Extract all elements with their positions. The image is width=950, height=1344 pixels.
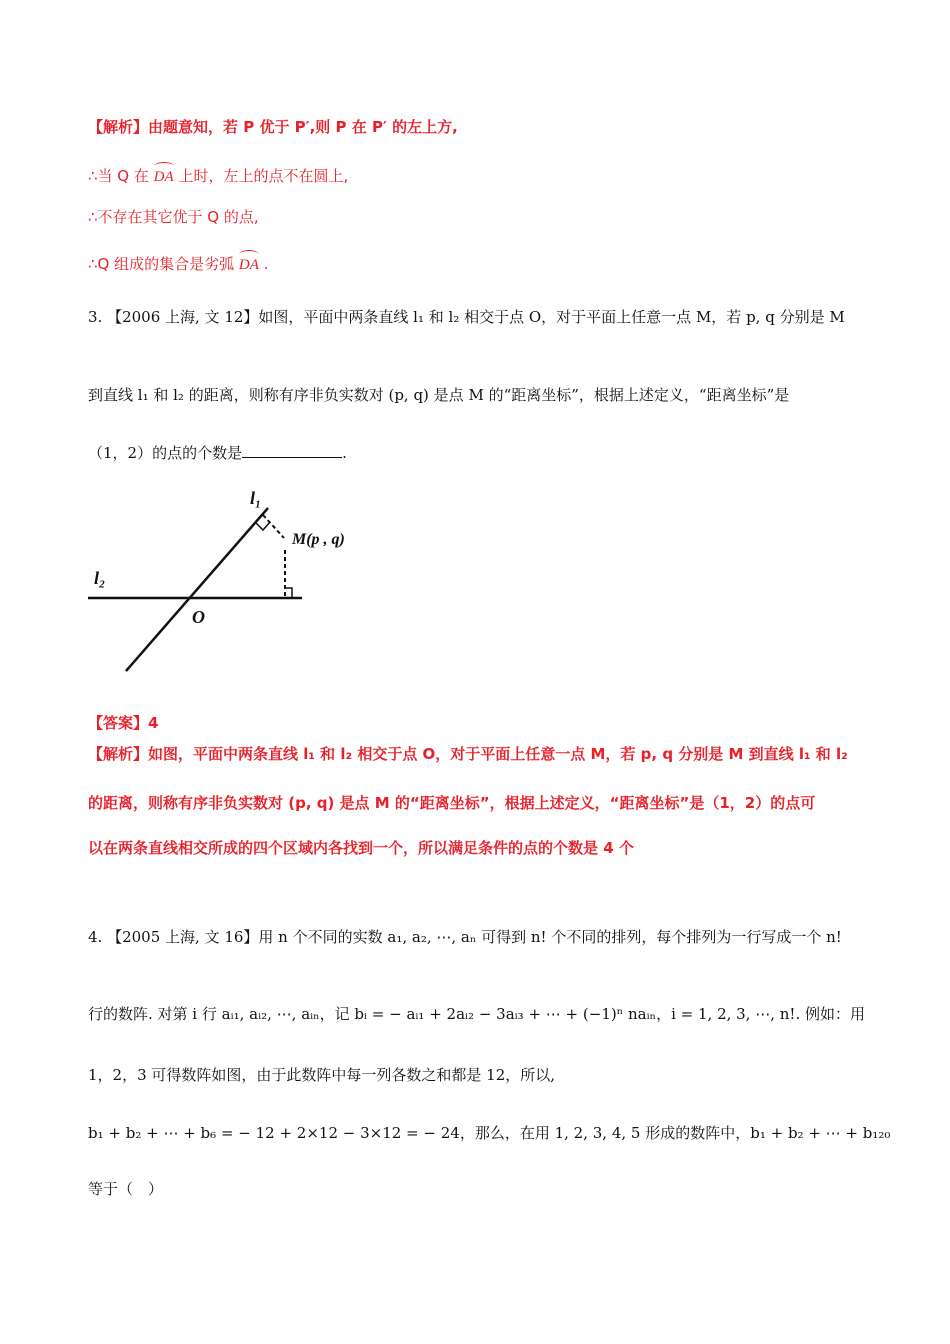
right-angle-mark-l2	[285, 588, 292, 597]
label-l2: l₂	[94, 568, 106, 588]
q3-line-2: 到直线 l₁ 和 l₂ 的距离，则称有序非负实数对 (p, q) 是点 M 的“距离坐标”，根据上述定义，“距离坐标”是	[88, 386, 790, 404]
q4-line-4: b₁ + b₂ + ⋯ + b₆ = − 12 + 2×12 − 3×12 = − 24，那么，在用 1, 2, 3, 4, 5 形成的数阵中，b₁ + b₂ + ⋯ + b₁₂₀	[88, 1124, 891, 1142]
label-m: M(p , q)	[292, 531, 345, 548]
sol2-line-1: 【解析】由题意知，若 P 优于 P′,则 P 在 P′ 的左上方,	[88, 118, 458, 136]
q4-line-5: 等于（ ）	[88, 1180, 164, 1198]
sol2-line-2	[88, 165, 348, 188]
q4-line-2: 行的数阵. 对第 i 行 aᵢ₁, aᵢ₂, ⋯, aᵢₙ，记 bᵢ = − aᵢ₁ + 2aᵢ₂ − 3aᵢ₃ + ⋯ + (−1)ⁿ naᵢₙ，i = 1, 2, 3, ⋯, n!. 例如：用	[88, 1005, 865, 1023]
line-l1	[126, 508, 268, 671]
q3-line-3-end: .	[342, 444, 347, 462]
label-o: O	[192, 607, 205, 627]
q3-line-3-text: （1，2）的点的个数是	[88, 444, 243, 462]
q4-line-3: 1，2，3 可得数阵如图，由于此数阵中每一列各数之和都是 12，所以,	[88, 1066, 556, 1084]
q3-line-1: 3. 【2006 上海, 文 12】如图，平面中两条直线 l₁ 和 l₂ 相交于点 O，对于平面上任意一点 M，若 p, q 分别是 M	[88, 308, 845, 326]
sol2-line-2-start: ∴当 Q 在	[88, 167, 149, 185]
sol2-line-2-end: 上时，左上的点不在圆上,	[178, 167, 349, 185]
sol2-line-4-start: ∴Q 组成的集合是劣弧	[88, 255, 235, 273]
arc-da-minor: DA	[239, 254, 259, 276]
label-l1: l₁	[250, 488, 262, 508]
q3-line-3	[88, 442, 347, 464]
sol2-line-4	[88, 253, 268, 276]
ans3-line-2: 的距离，则称有序非负实数对 (p, q) 是点 M 的“距离坐标”，根据上述定义，“距离坐标”是（1，2）的点可	[88, 794, 816, 812]
answer-blank	[242, 443, 342, 458]
sol2-line-3: ∴不存在其它优于 Q 的点,	[88, 208, 259, 226]
right-angle-mark-l1	[256, 522, 270, 530]
coordinate-figure	[80, 478, 380, 678]
ans3-answer: 【答案】4	[88, 714, 159, 732]
q4-line-1: 4. 【2005 上海, 文 16】用 n 个不同的实数 a₁, a₂, ⋯, aₙ 可得到 n! 个不同的排列，每个排列为一行写成一个 n!	[88, 928, 842, 946]
sol2-line-4-end: .	[263, 255, 269, 273]
ans3-line-1: 【解析】如图，平面中两条直线 l₁ 和 l₂ 相交于点 O，对于平面上任意一点 M，若 p, q 分别是 M 到直线 l₁ 和 l₂	[88, 745, 848, 763]
arc-da: DA	[154, 166, 174, 188]
ans3-line-3: 以在两条直线相交所成的四个区域内各找到一个，所以满足条件的点的个数是 4 个	[88, 839, 634, 857]
